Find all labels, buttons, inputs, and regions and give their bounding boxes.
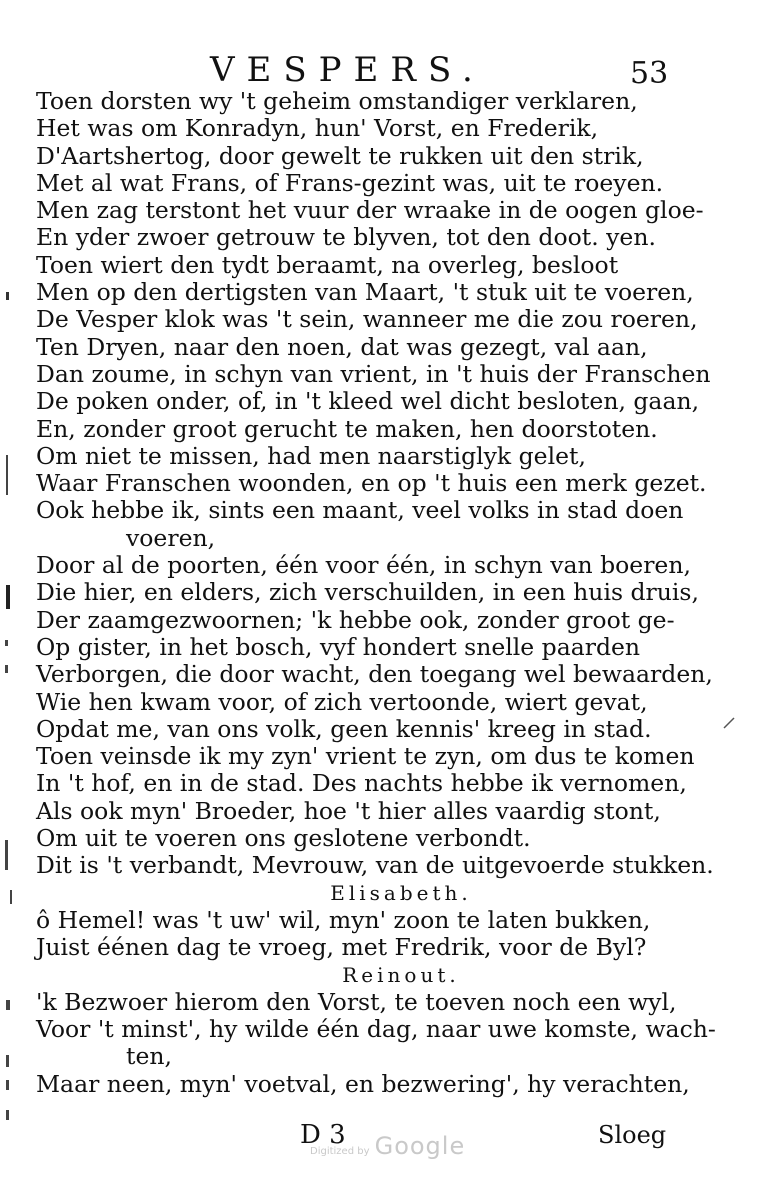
margin-speck [6, 585, 10, 609]
verse-line: Op gister, in het bosch, vyf hondert snelle paarden [36, 632, 641, 661]
verse-line: D'Aartshertog, door gewelt te rukken uit den strik, [36, 141, 644, 170]
verse-line: Der zaamgezwoornen; 'k hebbe ook, zonder groot ge- [36, 605, 675, 634]
margin-speck [5, 665, 8, 673]
verse-line: Men zag terstont het vuur der wraake in de oogen gloe- [36, 196, 704, 225]
digitized-watermark [310, 1132, 465, 1160]
verse-line: Het was om Konradyn, hun' Vorst, en Frederik, [36, 114, 599, 143]
verse-line: Dit is 't verbandt, Mevrouw, van de uitgevoerde stukken. [36, 851, 714, 880]
margin-speck [5, 640, 8, 646]
verse-line: Ten Dryen, naar den noen, dat was gezegt, val aan, [36, 332, 648, 361]
margin-speck [5, 840, 8, 870]
verse-line: Juist éénen dag te vroeg, met Fredrik, voor de Byl? [36, 933, 647, 962]
margin-speck [6, 1000, 10, 1010]
verse-line: Ook hebbe ik, sints een maant, veel volks in stad doen [36, 496, 684, 525]
verse-line: Met al wat Frans, of Frans-gezint was, uit te roeyen. [36, 168, 664, 197]
running-title: VESPERS. [210, 50, 485, 90]
verse-line: Die hier, en elders, zich verschuilden, in een huis druis, [36, 578, 699, 607]
verse-line: Maar neen, myn' voetval, en bezwering', hy verachten, [36, 1069, 690, 1098]
speaker-name: Elisabeth. [330, 880, 472, 905]
verse-line: 'k Bezwoer hierom den Vorst, te toeven noch een wyl, [36, 987, 677, 1016]
verse-line: Waar Franschen woonden, en op 't huis een merk gezet. [36, 469, 707, 498]
catchword: Sloeg [598, 1121, 667, 1149]
verse-line: ô Hemel! was 't uw' wil, myn' zoon te laten bukken, [36, 905, 651, 934]
margin-speck [6, 455, 8, 495]
speaker-name: Reinout. [342, 962, 460, 987]
margin-speck [10, 890, 12, 904]
verse-line: En, zonder groot gerucht te maken, hen doorstoten. [36, 414, 658, 443]
verse-line: Om uit te voeren ons geslotene verbondt. [36, 824, 531, 853]
verse-line: Om niet te missen, had men naarstiglyk gelet, [36, 441, 586, 470]
verse-line: Opdat me, van ons volk, geen kennis' kreeg in stad. [36, 714, 652, 743]
margin-speck [6, 1055, 9, 1067]
verse-line: Als ook myn' Broeder, hoe 't hier alles vaardig stont, [36, 796, 661, 825]
verse-line: De poken onder, of, in 't kleed wel dicht besloten, gaan, [36, 387, 700, 416]
verse-line: Toen veinsde ik my zyn' vrient te zyn, om dus te komen [36, 742, 695, 771]
page-footer [0, 1118, 767, 1158]
verse-line: Dan zoume, in schyn van vrient, in 't huis der Franschen [36, 359, 711, 388]
verse-line: De Vesper klok was 't sein, wanneer me die zou roeren, [36, 305, 698, 334]
verse-line: Door al de poorten, één voor één, in schyn van boeren, [36, 551, 691, 580]
margin-speck [6, 292, 9, 300]
running-head [0, 50, 767, 90]
verse-text [36, 88, 726, 1098]
verse-line: Men op den dertigsten van Maart, 't stuk uit te voeren, [36, 278, 694, 307]
verse-line: Toen dorsten wy 't geheim omstandiger verklaren, [36, 87, 638, 115]
verse-line: In 't hof, en in de stad. Des nachts hebbe ik vernomen, [36, 769, 687, 798]
google-logo-icon: Google [374, 1132, 466, 1160]
verse-line-continuation: ten, [126, 1042, 172, 1071]
verse-line: Toen wiert den tydt beraamt, na overleg, besloot [36, 250, 619, 279]
signature-mark: D 3 [300, 1120, 346, 1150]
margin-speck [6, 1080, 9, 1090]
verse-line: En yder zwoer getrouw te blyven, tot den doot. yen. [36, 223, 656, 252]
digitized-by-text: Digitized by [310, 1146, 370, 1157]
verse-line: Voor 't minst', hy wilde één dag, naar uwe komste, wach- [36, 1015, 716, 1044]
verse-line-continuation: voeren, [126, 523, 216, 552]
verse-line: Verborgen, die door wacht, den toegang wel bewaarden, [36, 660, 713, 689]
page-number: 53 [630, 56, 669, 91]
verse-line: Wie hen kwam voor, of zich vertoonde, wiert gevat, [36, 687, 648, 716]
